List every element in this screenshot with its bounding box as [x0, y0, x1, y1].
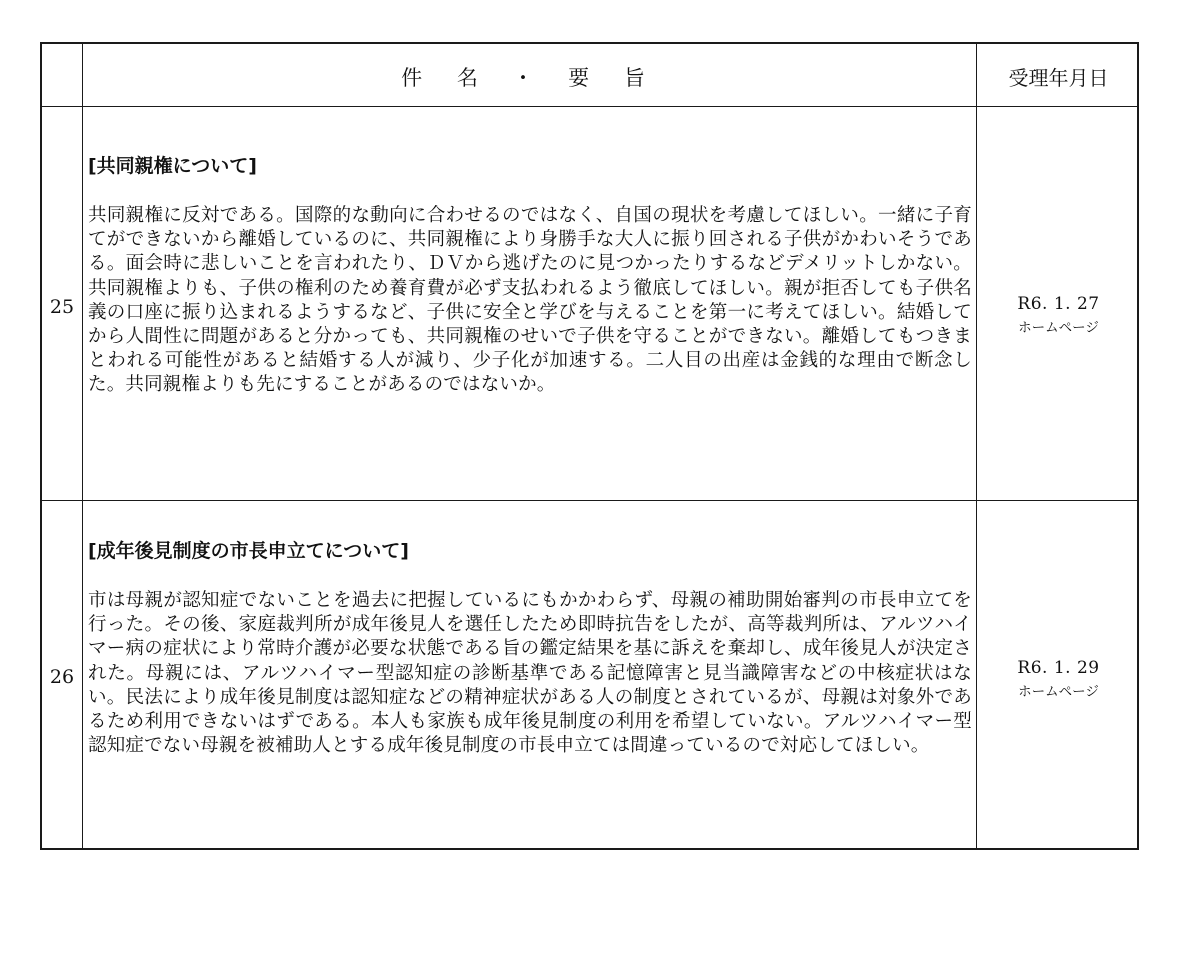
header-divider — [42, 106, 1137, 107]
row-subject: [共同親権について] — [88, 155, 257, 177]
row-received — [978, 658, 1139, 700]
header-received-date: 受理年月日 — [1008, 66, 1109, 90]
received-date: R6. 1. 29 — [1017, 658, 1100, 678]
header-subject-summary: 件 名 ・ 要 旨 — [401, 66, 659, 90]
row-subject: [成年後見制度の市長申立てについて] — [88, 540, 409, 562]
row-summary: 共同親権に反対である。国際的な動向に合わせるのではなく、自国の現状を考慮してほしい。一緒に子育てができないから離婚しているのに、共同親権により身勝手な大人に振り回される子供がかわいそうである。面会時に悲しいことを言われたり、ＤＶから逃げたのに見つかったりするなどデメリットしかない。共同親権よりも、子供の権利のため養育費が必ず支払われるよう徹底してほしい。親が拒否しても子供名義の口座に振り込まれるようするなど、子供に安全と学びを与えることを第一に考えてほしい。結婚してから人間性に問題があると分かっても、共同親権のせいで子供を守ることができない。離婚してもつきまとわれる可能性があると結婚する人が減り、少子化が加速する。二人目の出産は金銭的な理由で断念した。共同親権よりも先にすることがあるのではないか。 — [88, 205, 972, 396]
row-number: 26 — [49, 666, 75, 688]
received-method: ホームページ — [1018, 320, 1099, 336]
petition-table — [40, 42, 1139, 850]
received-method: ホームページ — [1018, 684, 1099, 700]
row-number: 25 — [49, 296, 75, 318]
row-divider — [42, 500, 1137, 501]
received-date: R6. 1. 27 — [1017, 294, 1100, 314]
column-divider-number — [82, 44, 83, 848]
column-divider-date — [976, 44, 977, 848]
row-summary: 市は母親が認知症でないことを過去に把握しているにもかかわらず、母親の補助開始審判の市長申立てを行った。その後、家庭裁判所が成年後見人を選任したため即時抗告をしたが、高等裁判所は、アルツハイマー病の症状により常時介護が必要な状態である旨の鑑定結果を基に訴えを棄却し、成年後見人が決定された。母親には、アルツハイマー型認知症の診断基準である記憶障害と見当識障害などの中核症状はない。民法により成年後見制度は認知症などの精神症状がある人の制度とされているが、母親は対象外であるため利用できないはずである。本人も家族も成年後見制度の利用を希望していない。アルツハイマー型認知症でない母親を被補助人とする成年後見制度の市長申立ては間違っているので対応してほしい。 — [88, 590, 972, 757]
row-received — [978, 294, 1139, 336]
